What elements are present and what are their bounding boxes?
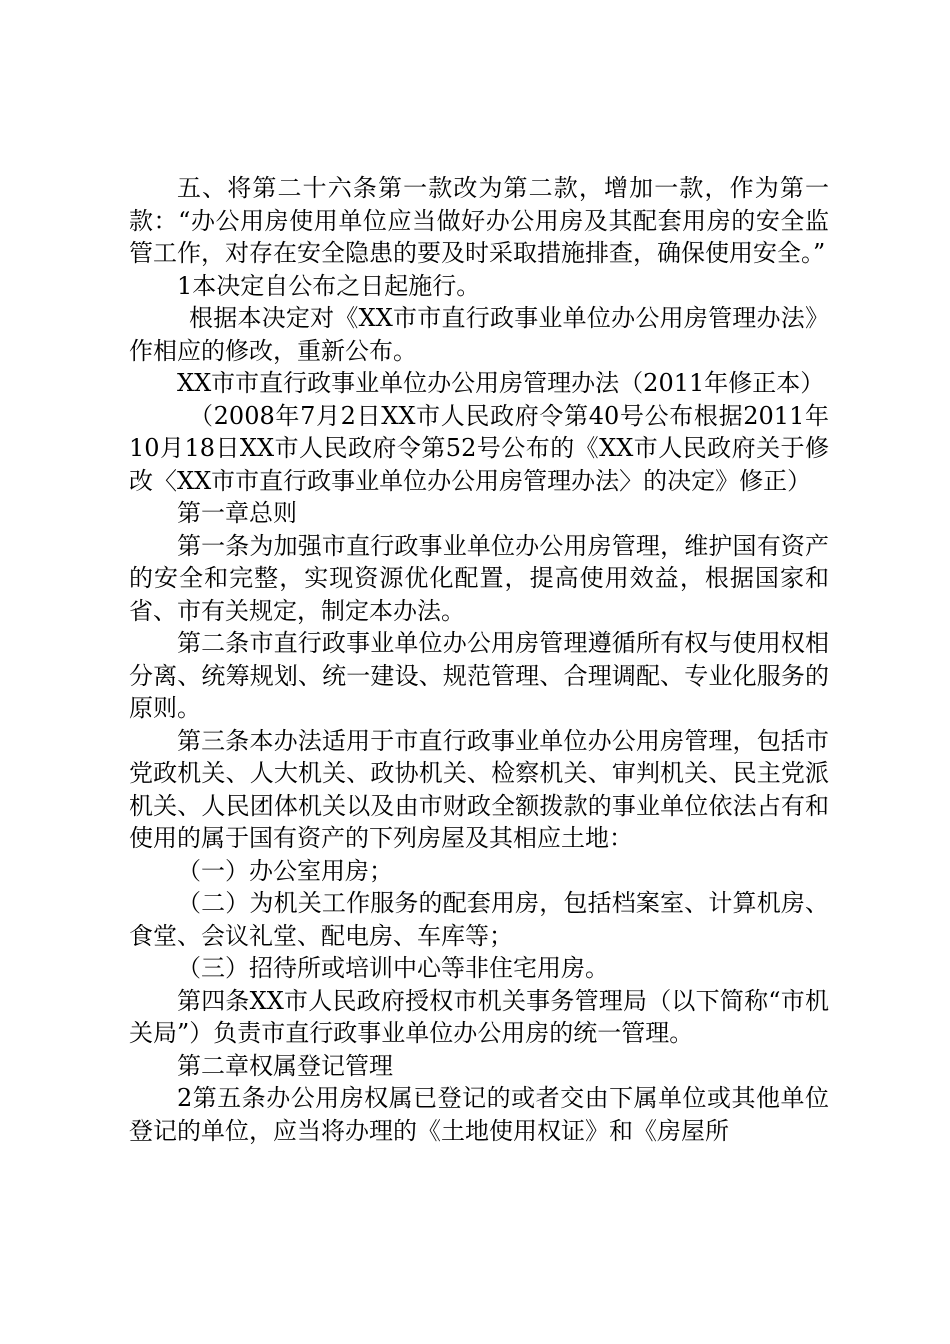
document-title: XX市市直行政事业单位办公用房管理办法（2011年修正本） — [177, 369, 825, 397]
list-item-office-rooms: （一）办公室用房； — [177, 856, 393, 885]
paragraph-effective-date: 1本决定自公布之日起施行。 — [177, 271, 481, 300]
paragraph-issuance-note: （2008年7月2日XX市人民政府令第40号公布根据2011年10月18日XX市人民政府令第52号公布的《XX市人民政府关于修改〈XX市市直行政事业单位办公用房管理办法〉的决定》修正） — [129, 401, 829, 495]
article-five: 2第五条办公用房权属已登记的或者交由下属单位或其他单位登记的单位，应当将办理的《土地使用权证》和《房屋所 — [129, 1084, 829, 1145]
document-body — [129, 172, 829, 1147]
article-one: 第一条为加强市直行政事业单位办公用房管理，维护国有资产的安全和完整，实现资源优化配置，提高使用效益，根据国家和省、市有关规定，制定本办法。 — [129, 531, 829, 625]
paragraph-amendment-five: 五、将第二十六条第一款改为第二款，增加一款，作为第一款：“办公用房使用单位应当做好办公用房及其配套用房的安全监管工作，对存在安全隐患的要及时采取措施排查，确保使用安全。” — [129, 174, 829, 267]
paragraph-republish-note: 根据本决定对《XX市市直行政事业单位办公用房管理办法》作相应的修改，重新公布。 — [129, 304, 829, 365]
article-three: 第三条本办法适用于市直行政事业单位办公用房管理，包括市党政机关、人大机关、政协机关、检察机关、审判机关、民主党派机关、人民团体机关以及由市财政全额拨款的事业单位依法占有和使用的属于国有资产的下列房屋及其相应土地： — [129, 726, 829, 852]
list-item-non-residential: （三）招待所或培训中心等非住宅用房。 — [177, 954, 609, 982]
article-four: 第四条XX市人民政府授权市机关事务管理局（以下简称“市机关局”）负责市直行政事业单位办公用房的统一管理。 — [129, 986, 829, 1047]
article-two: 第二条市直行政事业单位办公用房管理遵循所有权与使用权相分离、统筹规划、统一建设、规范管理、合理调配、专业化服务的原则。 — [129, 629, 829, 722]
list-item-support-rooms: （二）为机关工作服务的配套用房，包括档案室、计算机房、食堂、会议礼堂、配电房、车库等； — [129, 889, 829, 950]
chapter-heading-registration: 第二章权属登记管理 — [177, 1051, 393, 1080]
chapter-heading-general: 第一章总则 — [177, 499, 297, 527]
